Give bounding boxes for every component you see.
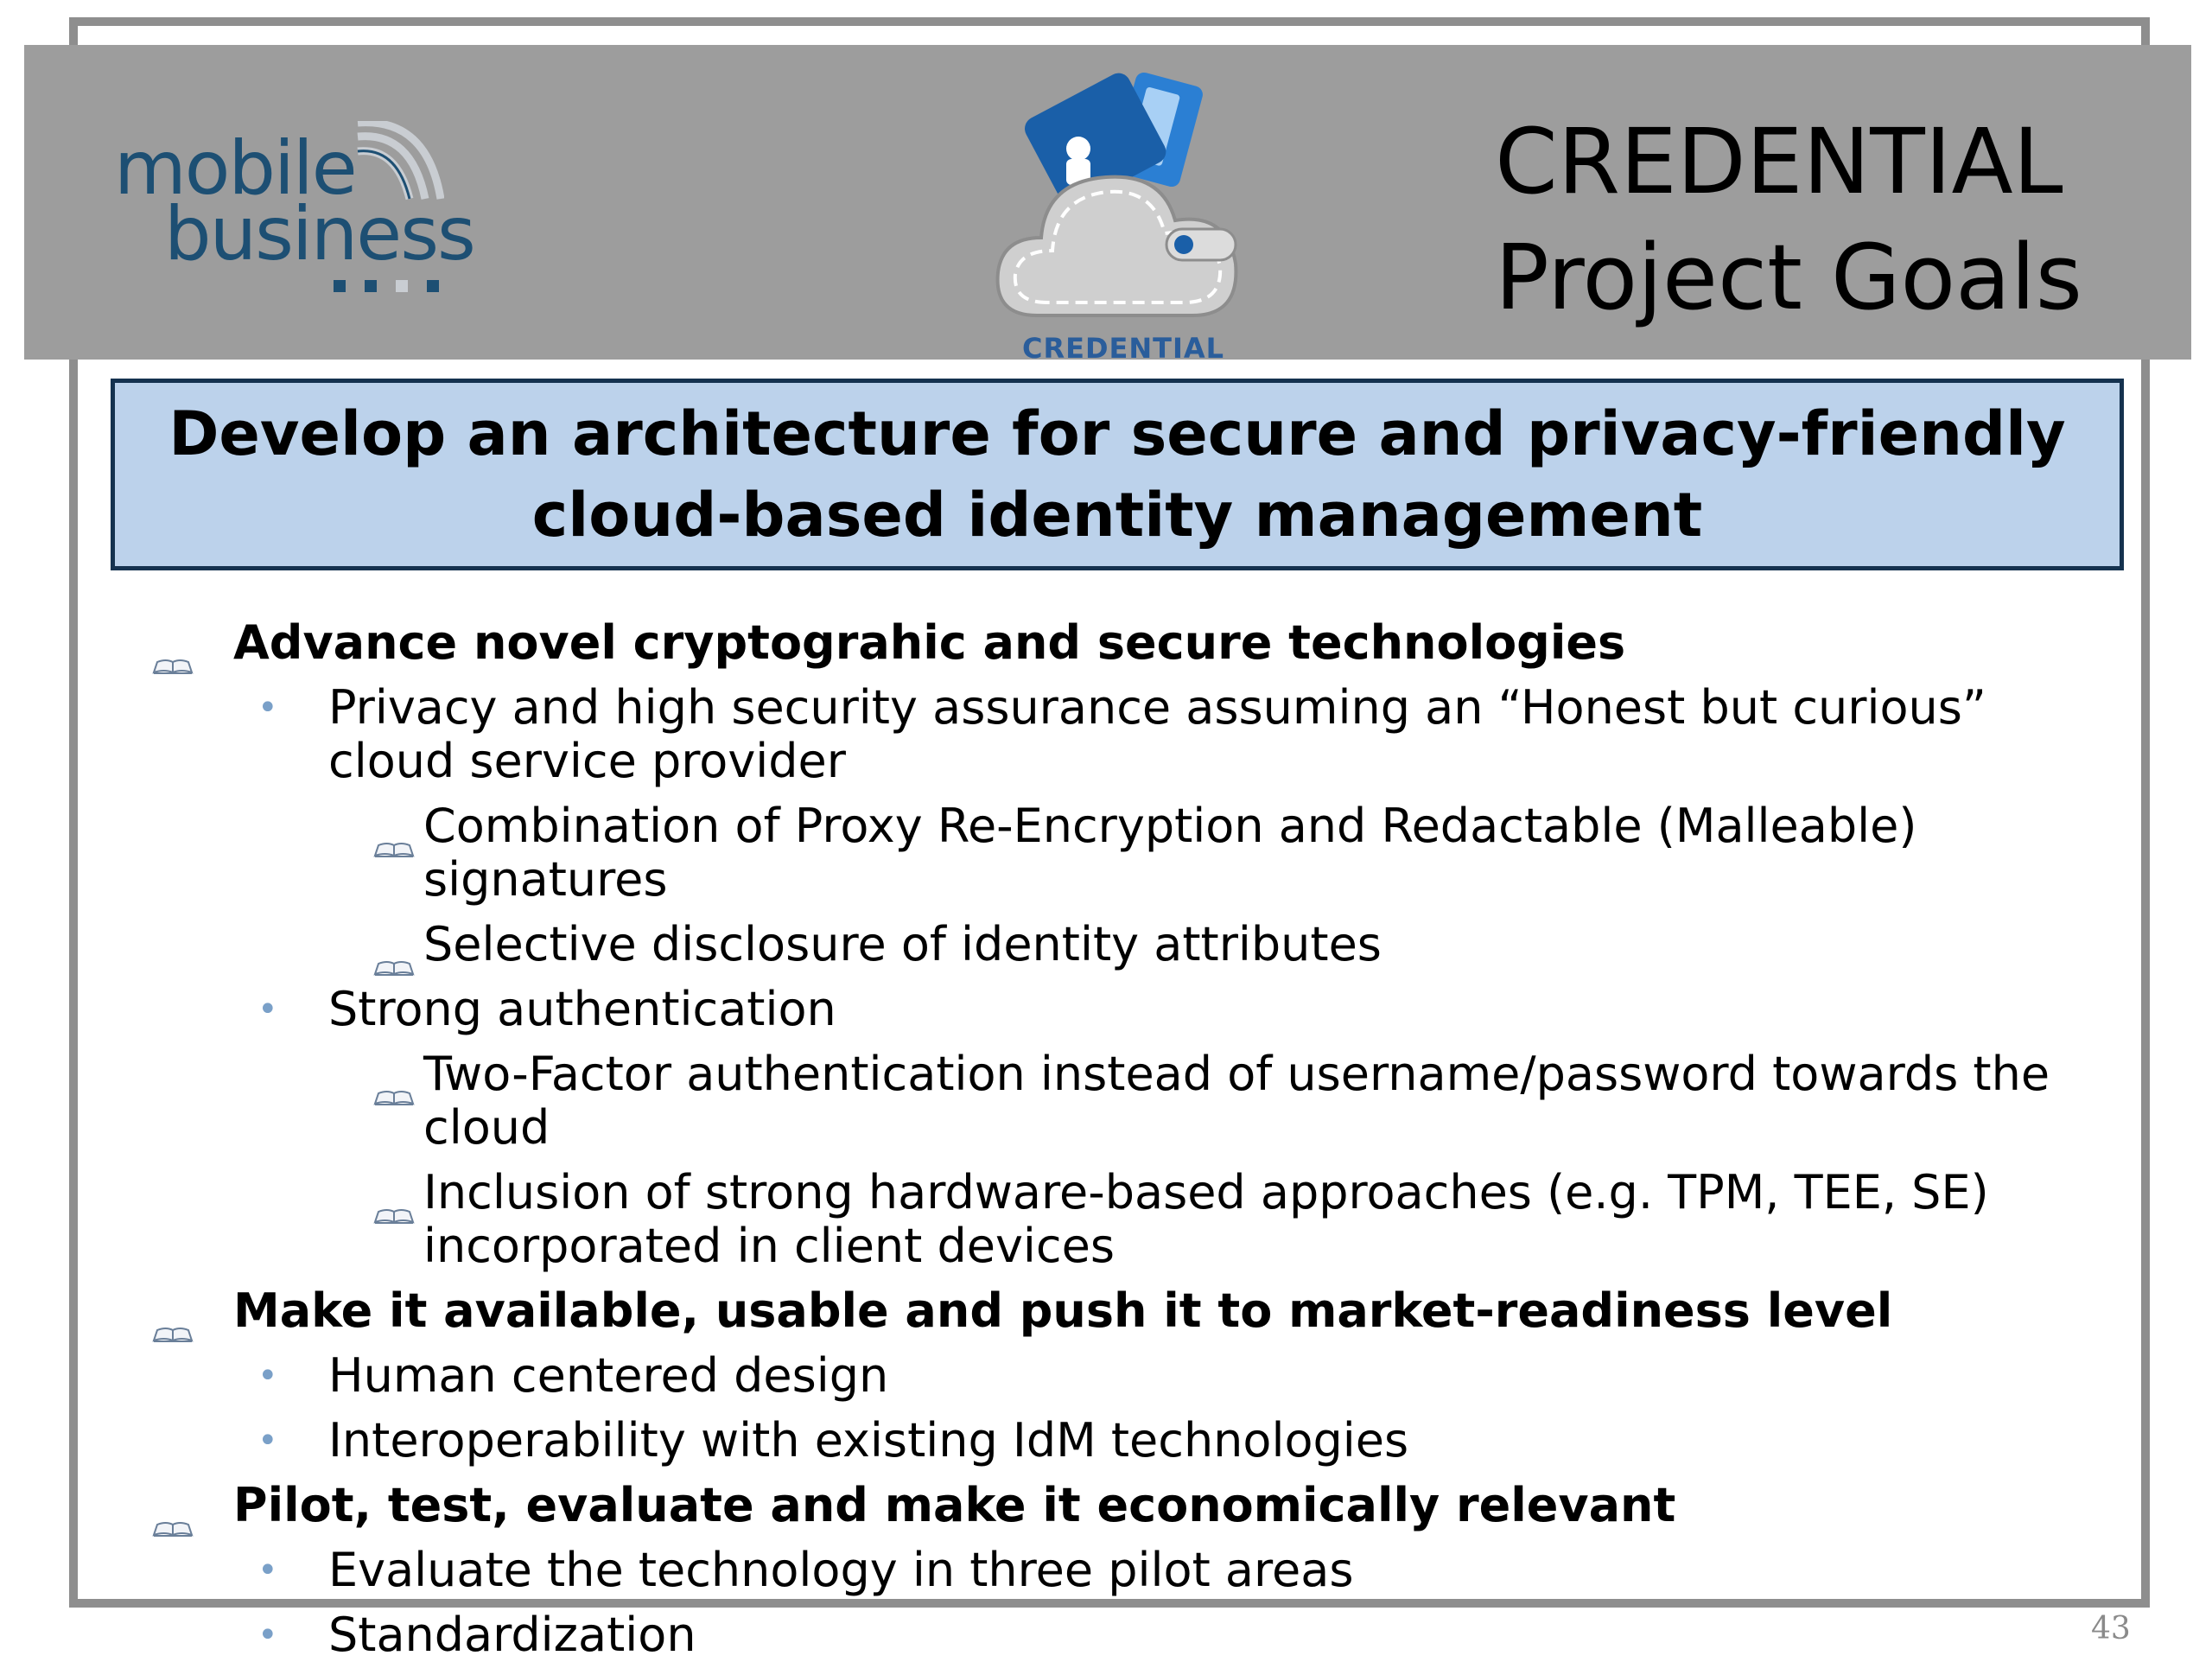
- sub-bullet-item: [147, 1544, 2100, 1597]
- bullet-text: Human centered design: [328, 1348, 889, 1403]
- book-icon: [152, 1302, 194, 1355]
- dot-icon: •: [257, 1551, 278, 1590]
- logo-word-mobile: mobile: [114, 125, 356, 212]
- mobile-business-logo: [114, 121, 477, 311]
- sub-bullet-item: [147, 1414, 2100, 1468]
- bullet-text: Advance novel cryptograhic and secure technologies: [233, 615, 1626, 670]
- page-number: 43: [2091, 1611, 2131, 1646]
- logo-word-business: business: [164, 191, 474, 277]
- credential-cloud-logo-icon: [976, 69, 1270, 363]
- title-line-1: CREDENTIAL: [1495, 109, 2063, 214]
- dot-icon: •: [257, 1615, 278, 1655]
- bullet-text: Make it available, usable and push it to market-readiness level: [233, 1283, 1893, 1338]
- book-icon: [373, 817, 415, 870]
- dot-icon: •: [257, 688, 278, 728]
- sub-sub-bullet-item: [147, 918, 2100, 971]
- slide-title: [1495, 104, 2082, 335]
- bullet-item: [147, 1284, 2100, 1338]
- sub-bullet-item: [147, 983, 2100, 1036]
- dot-icon: •: [257, 990, 278, 1029]
- bullet-text: Two-Factor authentication instead of username/password towards the cloud: [423, 1047, 2050, 1155]
- bullet-text: Privacy and high security assurance assuming an “Honest but curious” cloud service provider: [328, 680, 1986, 788]
- sub-bullet-item: [147, 1608, 2100, 1662]
- bullet-text: Selective disclosure of identity attributes: [423, 917, 1382, 971]
- bullet-item: [147, 1479, 2100, 1532]
- bullet-text: Standardization: [328, 1608, 696, 1662]
- logo-dots-icon: [334, 278, 446, 296]
- book-icon: [152, 634, 194, 687]
- bullet-text: Combination of Proxy Re-Encryption and Redactable (Malleable) signatures: [423, 799, 1917, 907]
- sub-bullet-item: [147, 1349, 2100, 1403]
- bullet-text: Evaluate the technology in three pilot areas: [328, 1543, 1354, 1597]
- goal-text: Develop an architecture for secure and privacy-friendly cloud-based identity management: [168, 398, 2066, 551]
- bullet-text: Interoperability with existing IdM technologies: [328, 1413, 1409, 1468]
- book-icon: [373, 935, 415, 989]
- sub-sub-bullet-item: [147, 1166, 2100, 1273]
- signal-waves-icon: [349, 121, 444, 207]
- dot-icon: •: [257, 1421, 278, 1461]
- bullet-text: Strong authentication: [328, 982, 836, 1036]
- sub-bullet-item: [147, 681, 2100, 788]
- bullet-text: Pilot, test, evaluate and make it economically relevant: [233, 1478, 1676, 1532]
- book-icon: [373, 1065, 415, 1118]
- bullet-list: [147, 605, 2100, 1662]
- dot-icon: •: [257, 1356, 278, 1396]
- title-line-2: Project Goals: [1495, 225, 2082, 330]
- bullet-text: Inclusion of strong hardware-based approaches (e.g. TPM, TEE, SE) incorporated in client devices: [423, 1165, 1989, 1273]
- goal-box: [111, 379, 2124, 570]
- bullet-item: [147, 616, 2100, 670]
- sub-sub-bullet-item: [147, 799, 2100, 907]
- sub-sub-bullet-item: [147, 1048, 2100, 1155]
- book-icon: [373, 1183, 415, 1237]
- credential-logo-text: CREDENTIAL: [1021, 332, 1225, 365]
- book-icon: [152, 1496, 194, 1550]
